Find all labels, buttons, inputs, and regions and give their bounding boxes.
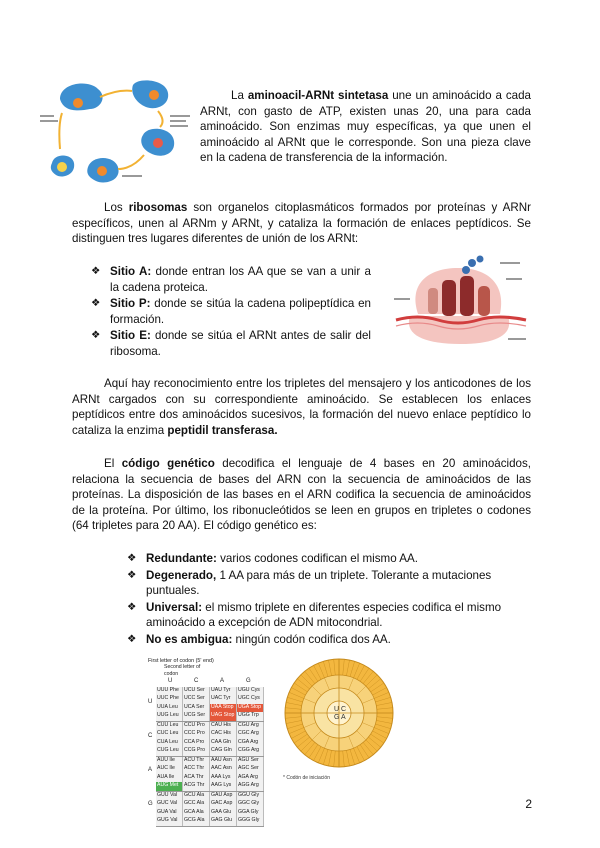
codon-cell: AGU Ser — [237, 756, 264, 765]
codon-wheel — [283, 657, 395, 769]
codon-table-row — [156, 817, 264, 826]
codon-cell: CUA Leu — [156, 739, 183, 748]
list-item: ❖ Universal: el mismo triplete en diferentes especies codifica el mismo aminoácido a excepción de ADN mitocondrial. — [127, 600, 532, 631]
wheel-inner-letter: C — [341, 706, 347, 713]
codon-cell: UAA Stop — [210, 704, 237, 713]
codon-cell: AUC Ile — [156, 765, 183, 774]
codon-table-figure — [148, 658, 274, 824]
codon-cell: CAA Gln — [210, 739, 237, 748]
codon-cell: CAG Gln — [210, 747, 237, 756]
codon-cell: GUU Val — [156, 791, 183, 800]
wheel-inner-letter: G — [334, 714, 340, 721]
codon-cell: AAU Asn — [210, 756, 237, 765]
codon-cell: CGA Arg — [237, 739, 264, 748]
codon-cell: CAU His — [210, 721, 237, 730]
list-item: ❖ Degenerado, 1 AA para más de un triplete. Tolerante a mutaciones puntuales. — [127, 568, 532, 599]
aminoacyl-trna-synthetase-figure — [38, 75, 193, 188]
page-number: 2 — [525, 797, 532, 811]
codon-cell: UUG Leu — [156, 712, 183, 721]
synthetase-cycle-illustration — [38, 75, 193, 188]
codon-cell: ACU Thr — [183, 756, 210, 765]
codon-wheel-figure — [283, 657, 395, 779]
codon-cell: GGA Gly — [237, 809, 264, 818]
codon-cell: GUG Val — [156, 817, 183, 826]
codon-cell: ACA Thr — [183, 774, 210, 783]
codon-cell: ACG Thr — [183, 782, 210, 791]
codon-cell: CAC His — [210, 730, 237, 739]
recognition-paragraph: Aquí hay reconocimiento entre los tripletes del mensajero y los anticodones de los ARNt cargados con su correspondiente aminoácido. Se establecen los enlaces peptídicos entre dos aminoácidos sucesivos, la formación del nuevo enlace peptídico lo cataliza la enzima peptidil transferasa. — [72, 377, 531, 437]
codon-cell: UGG Trp — [237, 712, 264, 721]
codon-table-row — [156, 800, 264, 809]
codon-cell: AGG Arg — [237, 782, 264, 791]
codon-cell: CCG Pro — [183, 747, 210, 756]
codon-cell: GAU Asp — [210, 791, 237, 800]
ribosomes-term: ribosomas — [128, 201, 188, 214]
codon-cell: CUG Leu — [156, 747, 183, 756]
codon-grid — [148, 687, 274, 827]
codon-cell: AUG Met — [156, 782, 183, 791]
codon-table-row — [156, 756, 264, 765]
codon-cell: UGC Cys — [237, 695, 264, 704]
codon-cell: UGU Cys — [237, 687, 264, 696]
codon-cell: UCA Ser — [183, 704, 210, 713]
ribosomes-paragraph: Los ribosomas son organelos citoplasmáticos formados por proteínas y ARNr específicos, unen al ARNm y ARNt, y cataliza la formación de enlaces peptídicos. Se distinguen tres lugares diferentes de unión de los ARNt: — [72, 201, 531, 246]
codon-cell: ACC Thr — [183, 765, 210, 774]
codon-table-row — [156, 765, 264, 774]
genetic-code-paragraph: El código genético decodifica el lenguaje de 4 bases en 20 aminoácidos, relaciona la secuencia de bases del ARN con la secuencia de aminoácidos de las proteínas. La disposición de las bases en el ARN codifica la secuencia de aminoácidos de la proteína. Por último, los ribonucleótidos se leen en grupos en tripletes o codones (64 tripletes para 20 AA). El código genético es: — [72, 457, 532, 533]
codon-cell: CGG Arg — [237, 747, 264, 756]
codon-cell: AGC Ser — [237, 765, 264, 774]
ribosome-illustration — [388, 254, 533, 354]
codon-table-row — [156, 739, 264, 748]
codon-table-row — [156, 695, 264, 704]
codon-cell: GCG Ala — [183, 817, 210, 826]
codon-cell: GCC Ala — [183, 800, 210, 809]
ribosome-sites-list — [91, 264, 371, 361]
codon-cell: CCC Pro — [183, 730, 210, 739]
peptidyl-transferase-term: peptidil transferasa. — [167, 423, 278, 437]
codon-cell: AGA Arg — [237, 774, 264, 783]
codon-cell: UUC Phe — [156, 695, 183, 704]
codon-cell: GGC Gly — [237, 800, 264, 809]
wheel-inner-letter: U — [334, 706, 340, 713]
codon-table-row — [156, 747, 264, 756]
codon-cell: GGU Gly — [237, 791, 264, 800]
codon-cell: UUU Phe — [156, 687, 183, 696]
codon-cell: CCU Pro — [183, 721, 210, 730]
list-item: ❖ No es ambigua: ningún codón codifica dos AA. — [127, 632, 532, 648]
codon-table-row — [156, 791, 264, 800]
codon-cell: GAA Glu — [210, 809, 237, 818]
codon-cell: GAC Asp — [210, 800, 237, 809]
list-item: ❖ Sitio A: donde entran los AA que se van a unir a la cadena proteica. — [91, 264, 371, 295]
aminoacyl-paragraph: La aminoacil-ARNt sintetasa une un aminoácido a cada ARNt, con gasto de ATP, existen unas 20, una para cada aminoácido. Son enzimas muy específicas, ya que unen el aminoácido al ARNt que le corresponde. Son una pieza clave en la cadena de transferencia de la información. — [200, 89, 531, 165]
codon-cell: AUA Ile — [156, 774, 183, 783]
list-item: ❖ Sitio E: donde se sitúa el ARNt antes de salir del ribosoma. — [91, 328, 371, 359]
codon-table-row — [156, 782, 264, 791]
codon-table-row — [156, 687, 264, 696]
codon-table-row — [156, 809, 264, 818]
codon-cell: CCA Pro — [183, 739, 210, 748]
codon-cell: AAG Lys — [210, 782, 237, 791]
codon-cell: GAG Glu — [210, 817, 237, 826]
codon-cell: CUU Leu — [156, 721, 183, 730]
codon-cell: AAC Asn — [210, 765, 237, 774]
genetic-code-term: código genético — [121, 457, 215, 470]
codon-column-headers: U C A G — [168, 678, 251, 685]
codon-cell: UUA Leu — [156, 704, 183, 713]
codon-cell: UCG Ser — [183, 712, 210, 721]
codon-cell: CGC Arg — [237, 730, 264, 739]
wheel-inner-letter: A — [341, 714, 346, 721]
codon-table-row — [156, 712, 264, 721]
codon-cell: UCC Ser — [183, 695, 210, 704]
first-letter-label: First letter of codon (5' end) — [148, 658, 214, 664]
codon-cell: GCU Ala — [183, 791, 210, 800]
list-item: ❖ Sitio P: donde se sitúa la cadena polipeptídica en formación. — [91, 296, 371, 327]
codon-row-letters: U C A G — [148, 698, 153, 807]
codon-table-row — [156, 774, 264, 783]
codon-table — [156, 687, 264, 827]
second-letter-label: Second letter of codon — [164, 664, 201, 677]
codon-cell: GCA Ala — [183, 809, 210, 818]
codon-cell: AAA Lys — [210, 774, 237, 783]
codon-cell: UAU Tyr — [210, 687, 237, 696]
codon-table-row — [156, 730, 264, 739]
codon-cell: GGG Gly — [237, 817, 264, 826]
genetic-code-properties-list — [127, 551, 532, 649]
codon-cell: CGU Arg — [237, 721, 264, 730]
codon-cell: UGA Stop — [237, 704, 264, 713]
codon-wheel-caption: * Codón de iniciación — [283, 774, 330, 781]
codon-table-row — [156, 704, 264, 713]
codon-cell: GUC Val — [156, 800, 183, 809]
codon-cell: UCU Ser — [183, 687, 210, 696]
codon-cell: GUA Val — [156, 809, 183, 818]
ribosome-figure — [388, 254, 533, 354]
codon-cell: UAG Stop — [210, 712, 237, 721]
codon-cell: AUU Ile — [156, 756, 183, 765]
codon-table-row — [156, 721, 264, 730]
aminoacyl-term: aminoacil-ARNt sintetasa — [247, 89, 389, 102]
codon-cell: CUC Leu — [156, 730, 183, 739]
list-item: ❖ Redundante: varios codones codifican el mismo AA. — [127, 551, 532, 567]
codon-cell: UAC Tyr — [210, 695, 237, 704]
